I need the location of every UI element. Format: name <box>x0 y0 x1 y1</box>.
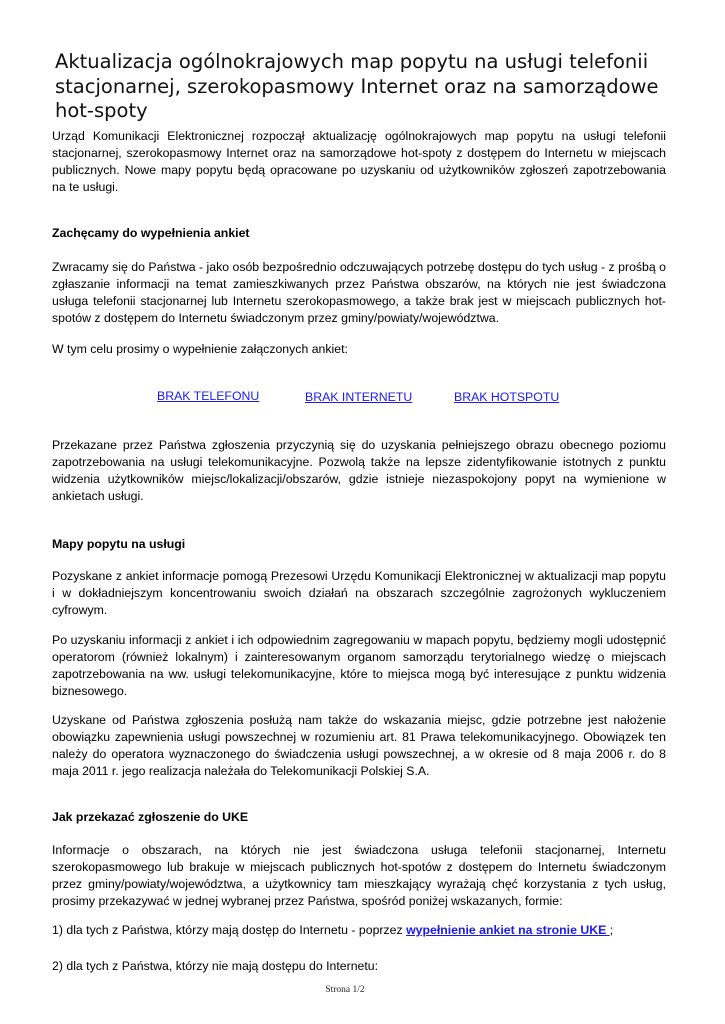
section2-paragraph-2: Po uzyskaniu informacji z ankiet i ich odpowiednim zagregowaniu w mapach popytu, będziemy mogli udostępnić operatorom (również lokalnym) i zainteresowanym organom samorządu terytorialnego wiedzę o miejscach zapotrzebowania na ww. usługi telekomunikacyjne, które to miejsca mogą być interesujące z punktu widzenia biznesowego. <box>52 633 666 698</box>
section-heading-mapy: Mapy popytu na usługi <box>52 537 186 551</box>
section3-paragraph-1: Informacje o obszarach, na których nie jest świadczona usługa telefonii stacjonarnej, Internetu szerokopasmowego lub brakuje w miejscach publicznych hot-spotów z dostępem do Internetu świadczonym przez gminy/powiaty/województwa, a użytkownicy tam mieszkający wyrażają chęć korzystania z tych usług, prosimy przekazywać w jednej wybranej przez Państwa, spośród poniżej wskazanych, formie: <box>52 843 666 908</box>
section1-paragraph-3: Przekazane przez Państwa zgłoszenia przyczynią się do uzyskania pełniejszego obrazu obecnego poziomu zapotrzebowania na usługi telekomunikacyjne. Pozwolą także na lepsze zidentyfikowanie istotnych z punktu widzenia użytkowników miejsc/lokalizacji/obszarów, gdzie istnieje niezaspokojony popyt na wymienione w ankietach usługi. <box>52 438 666 503</box>
page-number: Strona 1/2 <box>325 985 365 995</box>
link-brak-internetu[interactable]: BRAK INTERNETU <box>305 390 413 404</box>
intro-paragraph: Urząd Komunikacji Elektronicznej rozpoczął aktualizację ogólnokrajowych map popytu na usługi telefonii stacjonarnej, szerokopasmowy Internet oraz na samorządowe hot-spoty z dostępem do Internetu w miejscach publicznych. Nowe mapy popytu będą opracowane po uzyskaniu od użytkowników zgłoszeń zapotrzebowania na te usługi. <box>52 129 666 194</box>
list-item-1-suffix: ; <box>609 923 614 937</box>
link-brak-hotspotu[interactable]: BRAK HOTSPOTU <box>454 390 560 404</box>
link-brak-telefonu[interactable]: BRAK TELEFONU <box>157 389 260 403</box>
link-ankiety-uke[interactable]: wypełnienie ankiet na stronie UKE <box>406 923 610 937</box>
list-item-1-prefix: 1) dla tych z Państwa, którzy mają dostęp do Internetu - poprzez <box>52 923 407 937</box>
section-heading-zgloszenie: Jak przekazać zgłoszenie do UKE <box>52 810 249 824</box>
section2-paragraph-1: Pozyskane z ankiet informacje pomogą Prezesowi Urzędu Komunikacji Elektronicznej w aktualizacji map popytu i w dokładniejszym koncentrowaniu swoich działań na obszarach szczególnie zagrożonych wykluczeniem cyfrowym. <box>52 569 666 617</box>
list-item-1 <box>52 922 666 939</box>
section2-paragraph-3: Uzyskane od Państwa zgłoszenia posłużą nam także do wskazania miejsc, gdzie potrzebne jest nałożenie obowiązku zapewnienia usługi powszechnej w rozumieniu art. 81 Prawa telekomunikacyjnego. Obowiązek ten należy do operatora wyznaczonego do świadczenia usługi powszechnej, a w okresie od 8 maja 2006 r. do 8 maja 2011 r. jego realizacja należała do Telekomunikacji Polskiej S.A. <box>52 713 666 778</box>
section-heading-ankiety: Zachęcamy do wypełnienia ankiet <box>52 226 250 240</box>
document-title: Aktualizacja ogólnokrajowych map popytu na usługi telefonii stacjonarnej, szerokopasmowy Internet oraz na samorządowe hot-spoty <box>55 50 659 122</box>
section1-paragraph-1: Zwracamy się do Państwa - jako osób bezpośrednio odczuwających potrzebę dostępu do tych usług - z prośbą o zgłaszanie informacji na temat zamieszkiwanych przez Państwa obszarów, na których nie jest świadczona usługa telefonii stacjonarnej lub Internetu szerokopasmowego, a także brak jest w miejscach publicznych hot-spotów z dostępem do Internetu świadczonym przez gminy/powiaty/województwa. <box>52 260 666 325</box>
list-item-2: 2) dla tych z Państwa, którzy nie mają dostępu do Internetu: <box>52 959 379 973</box>
section1-paragraph-2: W tym celu prosimy o wypełnienie załączonych ankiet: <box>52 342 348 356</box>
